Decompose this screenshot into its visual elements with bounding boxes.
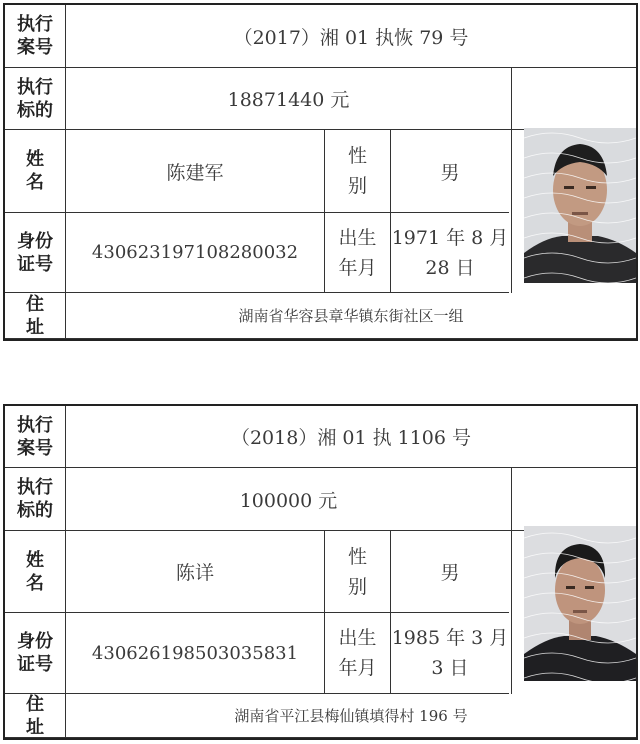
birth-value-line1: 1971 年 8 月 xyxy=(391,226,509,249)
case-number-label: 执行案号 xyxy=(5,5,66,67)
portrait-image xyxy=(524,128,636,283)
address-row xyxy=(5,293,636,339)
gender-label: 性别 xyxy=(325,130,391,212)
birth-value xyxy=(391,613,509,693)
case-number-value: （2018）湘 01 执 1106 号 xyxy=(230,427,472,449)
id-row xyxy=(5,213,509,293)
gender-value: 男 xyxy=(440,562,460,584)
id-value: 430623197108280032 xyxy=(66,213,325,292)
person-photo xyxy=(524,128,636,283)
name-label: 姓名 xyxy=(5,130,66,212)
photo-cell xyxy=(511,468,636,694)
name-row xyxy=(5,130,509,213)
id-value: 430626198503035831 xyxy=(66,613,325,693)
gender-label: 性别 xyxy=(325,531,391,612)
name-row xyxy=(5,531,509,613)
address-label: 住址 xyxy=(5,293,66,338)
id-label: 身份证号 xyxy=(5,213,66,292)
birth-label: 出生年月 xyxy=(325,613,391,693)
gender-value: 男 xyxy=(440,161,460,184)
id-row xyxy=(5,613,509,694)
address-value: 湖南省平江县梅仙镇填得村 196 号 xyxy=(234,707,468,725)
address-row xyxy=(5,694,636,738)
case-number-value: （2017）湘 01 执恢 79 号 xyxy=(233,26,469,49)
name-value: 陈详 xyxy=(66,531,325,612)
amount-value: 18871440 元 xyxy=(227,89,350,111)
birth-value xyxy=(391,213,509,292)
case-number-row xyxy=(5,5,636,68)
name-value: 陈建军 xyxy=(66,130,325,212)
birth-value-line2: 3 日 xyxy=(431,657,469,679)
name-label: 姓名 xyxy=(5,531,66,612)
address-label: 住址 xyxy=(5,694,66,737)
amount-label: 执行标的 xyxy=(5,468,66,530)
id-label: 身份证号 xyxy=(5,613,66,693)
birth-value-line2: 28 日 xyxy=(425,256,475,279)
address-value: 湖南省华容县章华镇东街社区一组 xyxy=(238,307,464,325)
amount-value: 100000 元 xyxy=(239,489,338,512)
case-number-row xyxy=(5,406,636,468)
amount-label: 执行标的 xyxy=(5,68,66,129)
case-number-label: 执行案号 xyxy=(5,406,66,467)
photo-cell xyxy=(511,68,636,293)
portrait-image xyxy=(524,526,636,681)
person-photo xyxy=(524,526,636,681)
birth-label: 出生年月 xyxy=(325,213,391,292)
record-card-2 xyxy=(3,404,638,740)
record-card-1 xyxy=(3,3,638,341)
birth-value-line1: 1985 年 3 月 xyxy=(391,627,509,649)
